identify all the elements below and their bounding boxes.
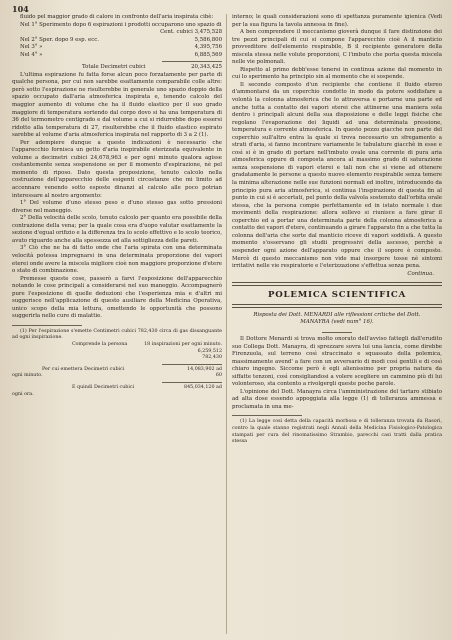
section-rule <box>232 304 442 308</box>
row-label: Nel 3° » <box>20 44 43 51</box>
paragraph: Il secondo composto d'un recipiente che contiene il fluido etereo d'ammontarsi da un coperchio condotto in modo da potere soddisfare a volontà la colonna atmosferica che lo attraversa e portarne una parte ed anche tutta a contatto dei vapori eterei che attinerne una maniera sola dentro i principali alcuni della sua disposizione e delle leggi fisiche che regolano l'evaporazione dei liquidi ad una determinata pressione, temperatura e corrente atmosferica. In questo pezzo giacche non parte del coperchio sull'altro entra la quale si trova necessario un sfregamento a strati d'aria, si fanno incontrare variamente le tubulature giacchè in esse e così si è in grado di portare nell'imbuto ovale una corrente di pura aria atmosferica oppure di composta ancora al massimo grado di saturazione senza sospensione di vapori eterei e tali non che si viene ad ottenere gradatamente le persone a questo nuovo elemento respirabile senza temere la minima alterazione nelle sue funzioni normali ed inoltre, introducendo da principio pura aria atmosferica, si continua l'inspirazione di questa fin al punto in cui si è accertati, pel punto della valvola sostenuto dall'orbita orale stessa, che la persona compie perfettamente ed in istato normale i due movimenti della respirazione: allora sollevo si riunisce a fare girar il coperchio ed a portar una determinata parte della colonna atmosferica a contatto dei vapori d'etere, continuando a girare l'apparato fin a che tutta la colonna dell'aria che sorte dal manticio riceve di vapori soddisfà. A questo momento s'osservano gli studii progressivi della ascesso, perchè a sospender ogni azione dell'apparato oppure che il sopore è composto. Mercè di questo meccanismo non vide mai insorgere tosse nè sintomi irritativi nelle vie respiratorie e l'eterizzazione s'effettua senza pena. <box>232 81 442 270</box>
footnote-row: 6,259,512 <box>197 348 222 354</box>
footnote-row: 782,430 <box>202 355 222 361</box>
paragraph: Rispetto al primo debb'esse tenersi in continua azione dal momento in cui lo sperimento ha principio sin al momento che si sospende. <box>232 66 442 81</box>
row-value: 4,395,756 <box>194 44 222 51</box>
section-rule <box>232 282 442 286</box>
total-label: Totale Decimetri cubici <box>82 64 146 71</box>
row-value: 6,885,569 <box>194 51 222 58</box>
paragraph: 3° Ciò che ne ha di fatto onde che l'aria spirata con una determinata velocità potessa impregnarsi in una determinata proporzione dei vapori eterei onde avere la miscela migliore cioè non maggiore proporzione d'etere o stato di combinazione. <box>12 245 222 275</box>
volume-row <box>12 22 222 30</box>
left-intro: fluido pel maggior grado di calore in confronto dell'aria inspirata cibè: <box>20 14 214 20</box>
row-label: Nel 2° Sper. dopo 9 esp. ecc. <box>20 36 99 43</box>
total-row <box>12 64 222 72</box>
paragraph: L'opinione del Dott. Manayra circa l'amministrazione del tartaro stibiato ad alta dose essendo appoggiata alla legge (1) di tolleranza ammessa e proclamata in una me- <box>232 388 442 410</box>
footnote-text: (1) Per l'espirazione s'emette Centimetri cubici 782,430 circa di gas dissanguante ad ogni inspirazione. <box>12 328 222 341</box>
footnote: (1) La legge così detta della capacità morbosa e di tolleranza trovata da Rasori, contro la quale stanno registrati negli Annali della Medicina Fisiologico-Patologica stampati per cura del rinomatissimo Strambio, parecchi casi tratti dalla pratica stessa <box>232 419 442 445</box>
footnote <box>12 329 222 398</box>
paragraph: 2° Della velocità delle scolo, tenuto calcolo per quanto era possibile della contrazione della vena; per la quale cosa era d'uopo valutar esattamente la sezione d'egual orifizio e la differenza tra lo scolo effettivo e lo scolo teorico, avuto riguardo anche alla spessezza ed alla sottigliezza delle pareti. <box>12 215 222 244</box>
row-value: 5,586,800 <box>194 36 222 43</box>
column-divider <box>226 14 227 634</box>
paragraph: interno; le quali considerazioni sono di spettanza puramente igienica (Vedi per la sua figura la tavola annessa in fine). <box>232 14 442 28</box>
footnote-row: ogni ora. <box>12 391 34 397</box>
footnote-row: Comprende la persona 18 inspirazioni per ogni minuto. <box>72 342 222 348</box>
row-value: Cent. cubici 3,475,528 <box>160 29 222 36</box>
continua-label: Continua. <box>407 270 434 277</box>
left-column <box>12 14 222 398</box>
footnote-row: E quindi Decimetri cubici 845,034,120 ad <box>72 385 222 391</box>
volume-row <box>12 44 222 52</box>
volume-row <box>12 37 222 45</box>
sum-rule <box>162 61 222 62</box>
paragraph: Premesse queste cose, passerò a farvi l'esposizione dell'apparecchio notando le cose principali a considerarsi nel suo maneggio. Accompagnerò pure l'esposizione di quelle deduzioni che l'esperienza mia e d'altri mi suggerisce nell'applicazione di questo ausiliare della Medicina Operativa, unico scopo della mia lettura, omettendo le opportunità che possono suggerirla nello cure di malattie. <box>12 275 222 320</box>
section-subtitle: Risposta dei Dott. MENARDI alle riflessioni critiche del Dott. MANAYRA (vedi num° 16). <box>253 311 421 326</box>
paragraph: Per adempiere dunque a queste indicazioni è necessario che l'apparecchio fornisca un getto d'aria inspirabile eterizzata equivalente in volume a decimetri cubici 24,678,963 e per ogni minuto qualora agisse costantemente senza sospensione se per il momento d'espirazione, nè pel momento di riposo. Dato questa proposizione, tenuto calcolo nella costruzione dell'apparecchio delle esigenti circostanze che mi limito ad accennare venendo sotto esposte dinanzi al calcolo alle poco potrian interessare al nostro argomento: <box>12 139 222 199</box>
paragraph: Il Dottore Menardi si trova molto onorato dell'avviso fattegli dall'erudito suo Collega Dott. Manayra, di sprezzare sovra lui una lancia, come direbbe Firenzuola, sul terreno così straccinato e squassato della polemica, massimamente avend' a fare con un avversario di modi così gentili e di così chiaro ingegno. Siccome però è egli alienissimo per propria natura da siffatte tenzoni, così consigliandosi a volere scegliere un cammino più di lui volonteroso, sta contento a rivolgergli queste poche parole. <box>232 335 442 388</box>
row-label: Nel 4° » <box>20 51 43 58</box>
volume-row <box>12 29 222 37</box>
footnote-rule <box>12 325 82 326</box>
page-number: 104 <box>12 4 29 14</box>
section-title: POLEMICA SCIENTIFICA <box>267 289 407 300</box>
right-column <box>232 14 442 446</box>
total-value: 20,343,425 <box>191 64 222 71</box>
footnote-row: Per cui emettera Decimetri cubici 14,083,902 ad <box>42 366 222 372</box>
subtitle-rule <box>322 332 352 333</box>
paragraph: 1° Del volume d'uno stesso peso e d'uno stesso gas sotto pressioni diverse nel maneggio. <box>12 200 222 214</box>
paragraph: L'ultima espirazione fu fatta forse alcun poco forzatamente per parte di qualche persona, per cui non sarebbe esattamente comparabile colle altre: però sotto l'espirazione ne risulterebbe in generale uno spazio doppio della spazio occupato dall'aria atmosferica inspirata e, tenendo calcolo del maggior aumento di volume che ha il fluido elastico per il suo grado maggiore di temperatura sortendo dal corpo dovo si ha una temperatura di 36 del termometro centigrado e dal volume a cui si ridurrebbe dopo essersi ridotto alla temperatura di 27, risulterebbe che il fluido elastico espirato sarebbe al volume d'aria atmosferica inspirata nel rapporto di 3 a 2 (1). <box>12 71 222 139</box>
row-label: Nel 1° Sperimento dopo 6 espirazioni i prodotti occuparono uno spazio di <box>20 21 222 28</box>
footnote-row: ogni minuto. 60 <box>12 373 222 379</box>
paragraph: A ben comprendere il meccanismo gioverà dunque il fare distinzione dei tre pezzi principali di cui si compone l'apparecchio cioè A il manticio provveditore dell'elemento respirabile, B il recipiente generatore della miscela stessa nelle volute proporzioni, C l'imbuto che porta questa miscela nelle vie polmonali. <box>232 29 442 66</box>
footnote-rule <box>232 415 302 416</box>
volume-row <box>12 52 222 60</box>
